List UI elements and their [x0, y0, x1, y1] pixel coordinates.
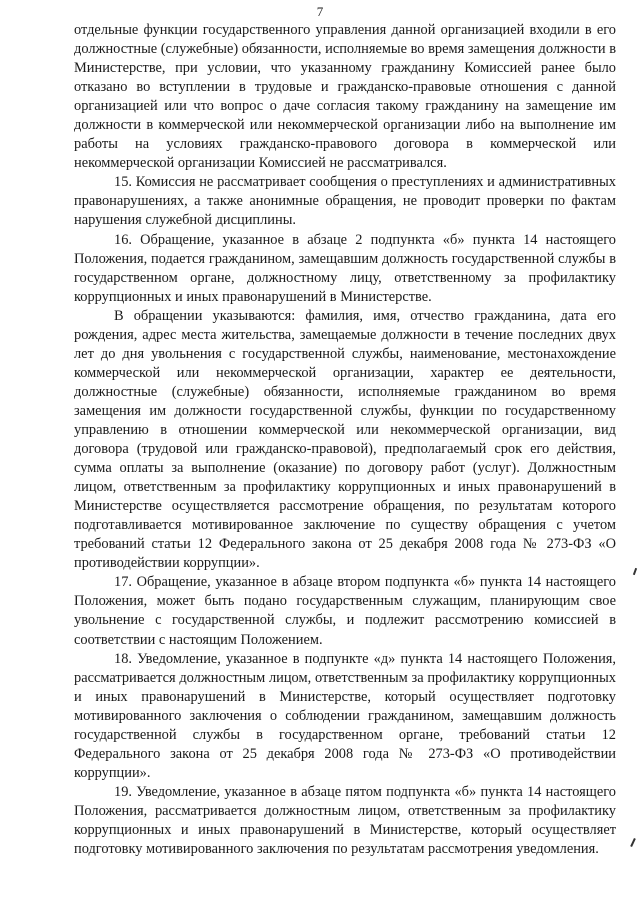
document-body [74, 21, 616, 859]
page-number: 7 [316, 4, 324, 19]
paragraph-clause-16-details: В обращении указываются: фамилия, имя, отчество гражданина, дата его рождения, адрес места жительства, замещаемые должности в течение последних двух лет до дня увольнения с государственной службы, наименование, местонахождение коммерческой или некоммерческой организации, характер ее деятельности, должностные (служебные) обязанности, исполняемые гражданином во время замещения им должности государственной службы, функции по государственному управлению в отношении коммерческой или некоммерческой организации, вид договора (трудовой или гражданско-правовой), предполагаемый срок его действия, сумма оплаты за выполнение (оказание) по договору работ (услуг). Должностным лицом, ответственным за профилактику коррупционных и иных правонарушений в Министерстве осуществляется рассмотрение обращения, по результатам которого подготавливается мотивированное заключение по существу обращения с учетом требований статьи 12 Федерального закона от 25 декабря 2008 года № 273-ФЗ «О противодействии коррупции». [74, 307, 616, 572]
scan-artifact-mark [633, 568, 637, 575]
paragraph-clause-18: 18. Уведомление, указанное в подпункте «д» пункта 14 настоящего Положения, рассматривается должностным лицом, ответственным за профилактику коррупционных и иных правонарушений в Министерстве, который осуществляет подготовку мотивированного заключения о соблюдении гражданином, замещавшим должность государственной службы в государственном органе, требований статьи 12 Федерального закона от 25 декабря 2008 года № 273-ФЗ «О противодействии коррупции». [74, 650, 616, 781]
paragraph-clause-17: 17. Обращение, указанное в абзаце втором подпункта «б» пункта 14 настоящего Положения, может быть подано государственным служащим, планирующим свое увольнение с государственной службы, и подлежит рассмотрению комиссией в соответствии с настоящим Положением. [74, 574, 616, 648]
paragraph-clause-15: 15. Комиссия не рассматривает сообщения о преступлениях и административных правонарушениях, а также анонимные обращения, не проводит проверки по фактам нарушения служебной дисциплины. [74, 174, 616, 229]
paragraph-continuation: отдельные функции государственного управления данной организацией входили в его должностные (служебные) обязанности, исполняемые во время замещения должности в Министерстве, при условии, что указанному гражданину Комиссией ранее было отказано во вступлении в трудовые и гражданско-правовые отношения с данной организацией или что вопрос о даче согласия такому гражданину на замещение им должности в коммерческой или некоммерческой организации либо на выполнение им работы на условиях гражданско-правового договора в коммерческой или некоммерческой организации Комиссией не рассматривался. [74, 22, 616, 172]
scan-artifact-mark [630, 838, 636, 847]
paragraph-clause-16: 16. Обращение, указанное в абзаце 2 подпункта «б» пункта 14 настоящего Положения, подается гражданином, замещавшим должность государственной службы в государственном органе, должностному лицу, ответственному за профилактику коррупционных и иных правонарушений в Министерстве. [74, 231, 616, 305]
paragraph-clause-19: 19. Уведомление, указанное в абзаце пятом подпункта «б» пункта 14 настоящего Положения, рассматривается должностным лицом, ответственным за профилактику коррупционных и иных правонарушений в Министерстве, который осуществляет подготовку мотивированного заключения по результатам рассмотрения уведомления. [74, 783, 616, 858]
